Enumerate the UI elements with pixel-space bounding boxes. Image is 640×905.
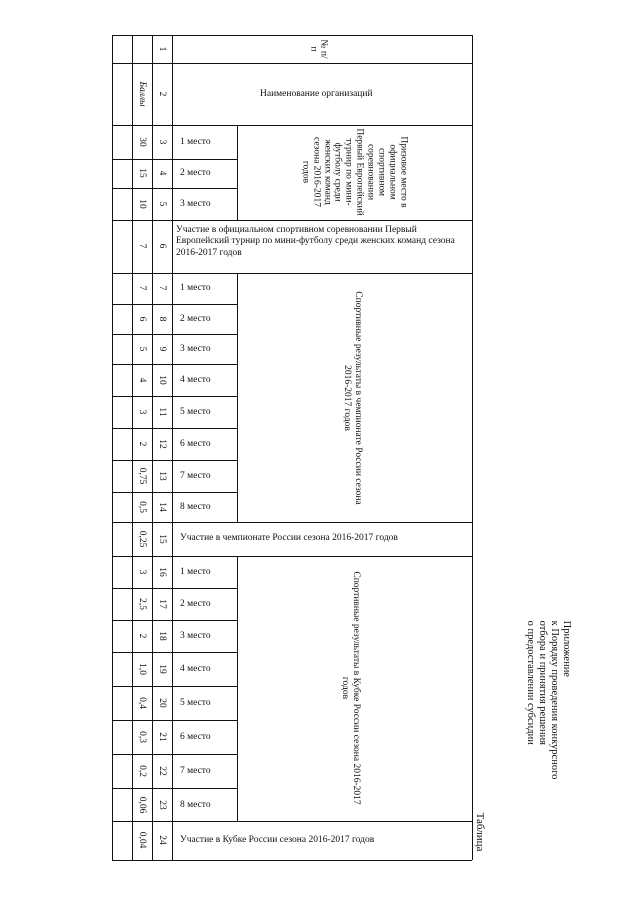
place-label: 1 место — [180, 283, 211, 293]
place-label: 6 место — [180, 732, 211, 742]
place-label: 8 место — [180, 502, 211, 512]
place-label: 1 место — [180, 137, 211, 147]
appendix-line: отбора и принятия решения — [537, 620, 548, 746]
place-label: 5 место — [180, 407, 211, 417]
group-title: Спортивные результаты в чемпионате России сезона 2016-2017 годов — [342, 291, 363, 505]
header-number: № п/п — [308, 39, 329, 59]
place-label: 1 место — [180, 567, 211, 577]
points-value: 15 — [137, 168, 148, 178]
points-value: 0,5 — [137, 501, 148, 513]
col-number: 3 — [157, 139, 168, 145]
col-number: 9 — [157, 346, 168, 352]
col-number: 22 — [157, 766, 168, 776]
balls-label: Баллы — [137, 81, 148, 107]
appendix-line: о предоставлении субсидии — [524, 620, 536, 745]
col-number: 20 — [157, 698, 168, 708]
col-number: 7 — [157, 285, 168, 291]
points-value: 0,2 — [137, 765, 148, 777]
place-label: 4 место — [180, 664, 211, 674]
points-value: 1,0 — [137, 663, 148, 675]
points-value: 2 — [137, 441, 148, 447]
points-value: 0,04 — [137, 831, 148, 849]
points-value: 10 — [137, 199, 148, 209]
col-number: 4 — [157, 170, 168, 176]
place-label: 6 место — [180, 439, 211, 449]
points-value: 0,3 — [137, 731, 148, 743]
col-number: 1 — [157, 46, 168, 52]
points-value: 0,75 — [137, 467, 148, 485]
place-label: 4 место — [180, 375, 211, 385]
place-label: 8 место — [180, 800, 211, 810]
points-value: 0,4 — [137, 697, 148, 709]
table-label: Таблица — [474, 812, 487, 852]
points-value: 3 — [137, 569, 148, 575]
col-number: 8 — [157, 316, 168, 322]
col-number: 23 — [157, 800, 168, 810]
appendix-line: к Порядку проведения конкурсного — [549, 620, 561, 780]
participation-label: Участие в чемпионате России сезона 2016-2017 годов — [180, 533, 398, 543]
points-value: 5 — [137, 346, 148, 352]
col-number: 24 — [157, 835, 168, 845]
group-title: Призовое место в официальном спортивном соревновании Первый Европейский турнир по мини-футболу среди женских команд сезона 2016-2017 годов — [300, 128, 409, 216]
col-number: 13 — [157, 471, 168, 481]
place-label: 3 место — [180, 199, 211, 209]
col-number: 21 — [157, 732, 168, 742]
place-label: 3 место — [180, 344, 211, 354]
appendix-line: Приложение — [561, 620, 573, 677]
col-number: 12 — [157, 439, 168, 449]
col-number: 18 — [157, 631, 168, 641]
points-value: 2,5 — [137, 598, 148, 610]
col-number: 5 — [157, 201, 168, 207]
col-number: 11 — [157, 407, 168, 417]
group-title: Спортивные результаты в Кубке России сезона 2016-2017 годов — [340, 571, 361, 805]
participation-label: Участие в официальном спортивном соревновании Первый Европейский турнир по мини-футболу среди женских команд сезона 2016-2017 годов — [176, 225, 455, 258]
col-number: 17 — [157, 599, 168, 609]
col-number: 2 — [157, 91, 168, 97]
col-number: 16 — [157, 567, 168, 577]
points-value: 2 — [137, 633, 148, 639]
col-number: 19 — [157, 664, 168, 674]
points-value: 3 — [137, 409, 148, 415]
col-number: 14 — [157, 502, 168, 512]
place-label: 3 место — [180, 631, 211, 641]
place-label: 2 место — [180, 599, 211, 609]
col-number: 15 — [157, 534, 168, 544]
place-label: 5 место — [180, 698, 211, 708]
col-number: 6 — [157, 243, 168, 249]
appendix-text — [524, 621, 572, 780]
points-value: 0,06 — [137, 796, 148, 814]
participation-label: Участие в Кубке России сезона 2016-2017 годов — [180, 835, 375, 845]
points-value: 7 — [137, 285, 148, 291]
points-value: 7 — [137, 243, 148, 249]
header-organizations: Наименование организаций — [260, 89, 373, 99]
points-value: 4 — [137, 377, 148, 383]
points-value: 30 — [137, 137, 148, 147]
place-label: 7 место — [180, 471, 211, 481]
place-label: 7 место — [180, 766, 211, 776]
col-number: 10 — [157, 375, 168, 385]
points-value: 6 — [137, 316, 148, 322]
place-label: 2 место — [180, 168, 211, 178]
points-value: 0,25 — [137, 530, 148, 548]
place-label: 2 место — [180, 314, 211, 324]
